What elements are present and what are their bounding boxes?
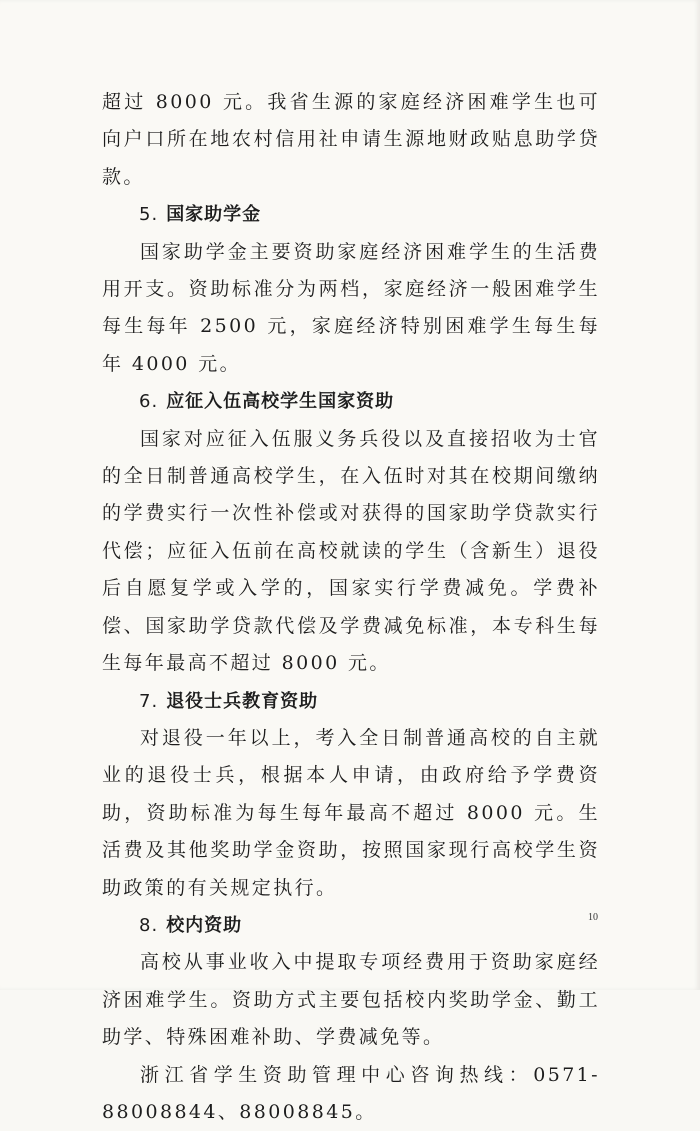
- section-number: 6.: [139, 391, 159, 413]
- section-heading-7: [102, 683, 600, 720]
- section-title: 国家助学金: [166, 204, 262, 226]
- section-heading-6: [102, 383, 600, 420]
- paragraph-veteran-aid: 对退役一年以上，考入全日制普通高校的自主就业的退役士兵，根据本人申请，由政府给予学费资助，资助标准为每生每年最高不超过 8000 元。生活费及其他奖助学金资助，按照国家现行高校学生资助政策的有关规定执行。: [102, 726, 600, 899]
- document-body: [102, 84, 600, 1131]
- paragraph-enlistment-aid: 国家对应征入伍服义务兵役以及直接招收为士官的全日制普通高校学生，在入伍时对其在校期间缴纳的学费实行一次性补偿或对获得的国家助学贷款实行代偿；应征入伍前在高校就读的学生（含新生）退役后自愿复学或入学的，国家实行学费减免。学费补偿、国家助学贷款代偿及学费减免标准，本专科生每生每年最高不超过 8000 元。: [102, 427, 600, 675]
- page-number: 10: [588, 912, 598, 923]
- paragraph-loan-continuation: 超过 8000 元。我省生源的家庭经济困难学生也可向户口所在地农村信用社申请生源地财政贴息助学贷款。: [102, 91, 600, 188]
- section-number: 5.: [139, 204, 159, 226]
- section-heading-8: [102, 907, 600, 944]
- section-heading-5: [102, 196, 600, 233]
- paragraph-hotline: 浙江省学生资助管理中心咨询热线：0571-88008844、88008845。: [102, 1063, 600, 1123]
- paragraph-national-grant: 国家助学金主要资助家庭经济困难学生的生活费用开支。资助标准分为两档，家庭经济一般困难学生每生每年 2500 元，家庭经济特别困难学生每生每年 4000 元。: [102, 240, 600, 375]
- section-number: 7.: [139, 690, 159, 712]
- paragraph-campus-aid: 高校从事业收入中提取专项经费用于资助家庭经济困难学生。资助方式主要包括校内奖助学金、勤工助学、特殊困难补助、学费减免等。: [102, 951, 600, 1049]
- section-number: 8.: [139, 914, 159, 936]
- section-title: 校内资助: [166, 914, 243, 936]
- section-title: 退役士兵教育资助: [166, 690, 319, 712]
- section-title: 应征入伍高校学生国家资助: [166, 391, 395, 413]
